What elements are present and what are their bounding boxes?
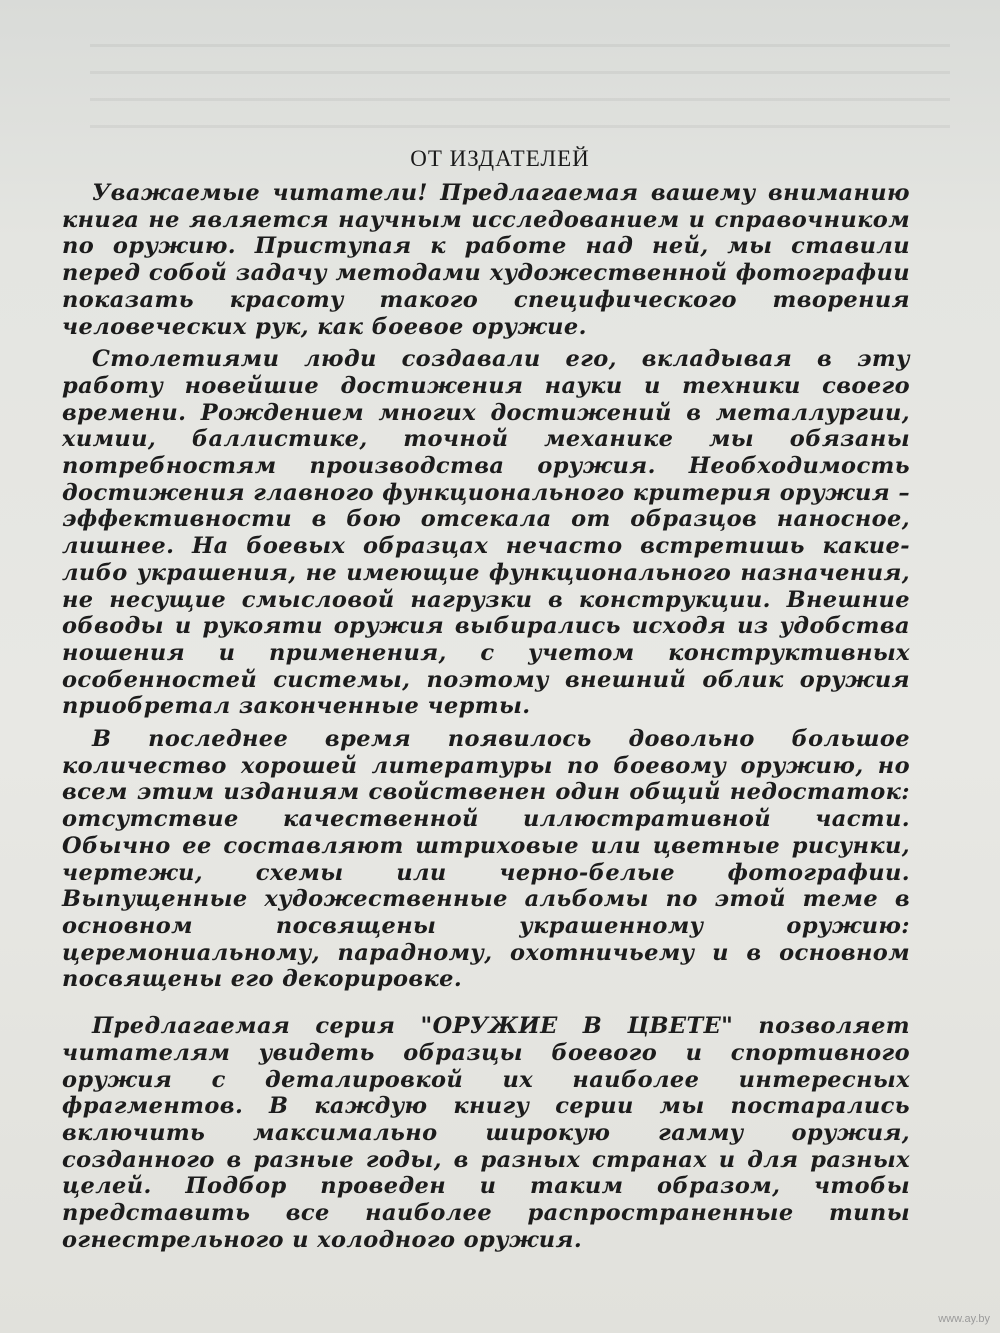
page-heading: ОТ ИЗДАТЕЛЕЙ [410, 146, 590, 171]
body-text [62, 180, 910, 1253]
site-watermark: www.ay.by [938, 1313, 990, 1325]
paragraph-1: Уважаемые читатели! Предлагаемая вашему вниманию книга не является научным исследованием и справочником по оружию. Приступая к работе над ней, мы ставили перед собой задачу методами художественной фотографии показать красоту такого специфического творения человеческих рук, как боевое оружие. [62, 180, 910, 340]
show-through-text [90, 30, 950, 140]
paragraph-2: Столетиями люди создавали его, вкладывая в эту работу новейшие достижения науки и техники своего времени. Рождением многих достижений в металлургии, химии, баллистике, точной механике мы обязаны потребностям производства оружия. Необходимость достижения главного функционального критерия оружия – эффективности в бою отсекала от образцов наносное, лишнее. На боевых образцах нечасто встретишь какие-либо украшения, не имеющие функционального назначения, не несущие смысловой нагрузки в конструкции. Внешние обводы и рукояти оружия выбирались исходя из удобства ношения и применения, с учетом конструктивных особенностей системы, поэтому внешний облик оружия приобретал законченные черты. [62, 346, 910, 720]
paragraph-3: В последнее время появилось довольно большое количество хорошей литературы по боевому оружию, но всем этим изданиям свойственен один общий недостаток: отсутствие качественной иллюстративной части. Обычно ее составляют штриховые или цветные рисунки, чертежи, схемы или черно-белые фотографии. Выпущенные художественные альбомы по этой теме в основном посвящены украшенному оружию: церемониальному, парадному, охотничьему и в основном посвящены его декорировке. [62, 726, 910, 993]
paragraph-4: Предлагаемая серия "ОРУЖИЕ В ЦВЕТЕ" позволяет читателям увидеть образцы боевого и спортивного оружия с деталировкой их наиболее интересных фрагментов. В каждую книгу серии мы постарались включить максимально широкую гамму оружия, созданного в разные годы, в разных странах и для разных целей. Подбор проведен и таким образом, чтобы представить все наиболее распространенные типы огнестрельного и холодного оружия. [62, 1013, 910, 1253]
